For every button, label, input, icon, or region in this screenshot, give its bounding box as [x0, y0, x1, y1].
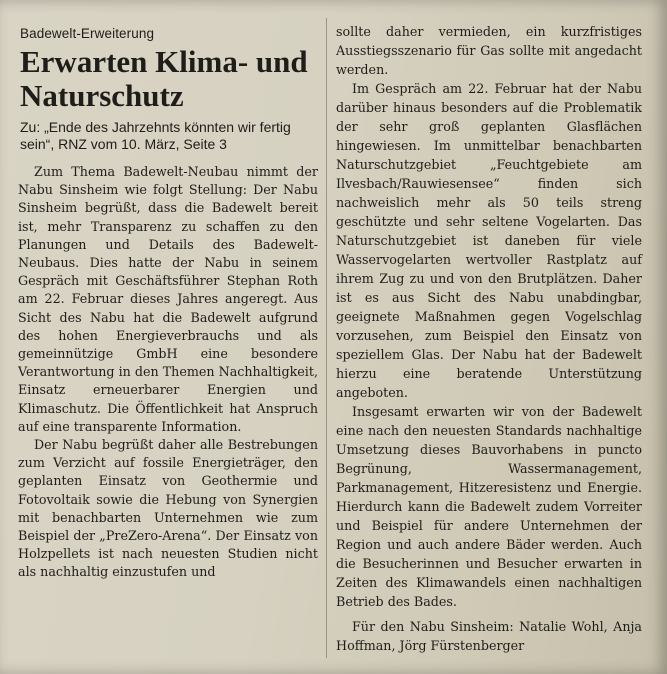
- body-paragraph-2: Der Nabu begrüßt daher alle Bestrebungen zum Verzicht auf fossile Energieträger, den geplanten Einsatz von Geothermie und Fotovoltaik sowie die Hebung von Synergien mit benachbarten Unternehmen wie zum Beispiel der „PreZero-Arena“. Der Einsatz von Holzpellets ist nach neuesten Studien nicht als nachhaltig einzustufen und: [18, 437, 318, 580]
- kicker: Badewelt-Erweiterung: [20, 26, 155, 41]
- headline: Erwarten Klima- und Naturschutz: [20, 44, 308, 113]
- body-paragraph-1: Zum Thema Badewelt-Neubau nimmt der Nabu Sinsheim wie folgt Stellung: Der Nabu Sinsheim begrüßt, dass die Badewelt bereit ist, mehr Transparenz zu schaffen zu den Planungen und Details des Badewelt-Neubaus. Dies hatte der Nabu in seinem Gespräch mit Geschäftsführer Stephan Roth am 22. Februar dieses Jahres angeregt. Aus Sicht des Nabu hat die Badewelt aufgrund des hohen Energieverbrauchs und als gemeinnützige GmbH eine besondere Verantwortung in den Themen Nachhaltigkeit, Einsatz erneuerbarer Energien und Klimaschutz. Die Öffentlichkeit hat Anspruch auf eine transparente Information.: [18, 164, 318, 434]
- body-paragraph-4: Im Gespräch am 22. Februar hat der Nabu darüber hinaus besonders auf die Problematik der sehr groß geplanten Glasflächen hingewiesen. Im unmittelbar benachbarten Naturschutzgebiet „Feuchtgebiete am Ilvesbach/Rauwiesensee“ finden sich nachweislich mehr als 50 teils streng geschützte und sehr seltene Vogelarten. Das Naturschutzgebiet ist daneben für viele Wasservogelarten wertvoller Rastplatz auf ihrem Zug zu und von den Brutplätzen. Daher ist es aus Sicht des Nabu unabdingbar, geeignete Maßnahmen gegen Vogelschlag vorzusehen, zum Beispiel den Einsatz von speziellem Glas. Der Nabu hat der Badewelt hierzu eine beratende Unterstützung angeboten.: [336, 81, 642, 400]
- body-paragraph-3: sollte daher vermieden, ein kurzfristiges Ausstiegsszenario für Gas sollte mit angedacht werden.: [336, 24, 642, 77]
- right-column: [336, 22, 642, 655]
- subhead: Zu: „Ende des Jahrzehnts könnten wir fertig sein“, RNZ vom 10. März, Seite 3: [20, 119, 291, 152]
- column-divider: [326, 18, 327, 658]
- left-column: [18, 24, 318, 582]
- body-paragraph-5: Insgesamt erwarten wir von der Badewelt eine nach den neuesten Standards nachhaltige Umsetzung dieses Bauvorhabens in puncto Begrünung, Wassermanagement, Parkmanagement, Hitzeresistenz und Energie. Hierdurch kann die Badewelt zudem Vorreiter und Beispiel für andere Unternehmen der Region und auch andere Bäder werden. Auch die Besucherinnen und Besucher erwarten in Zeiten des Klimawandels einen nachhaltigen Betrieb des Bades.: [336, 404, 642, 609]
- signature: Für den Nabu Sinsheim: Natalie Wohl, Anja Hoffman, Jörg Fürstenberger: [336, 619, 642, 653]
